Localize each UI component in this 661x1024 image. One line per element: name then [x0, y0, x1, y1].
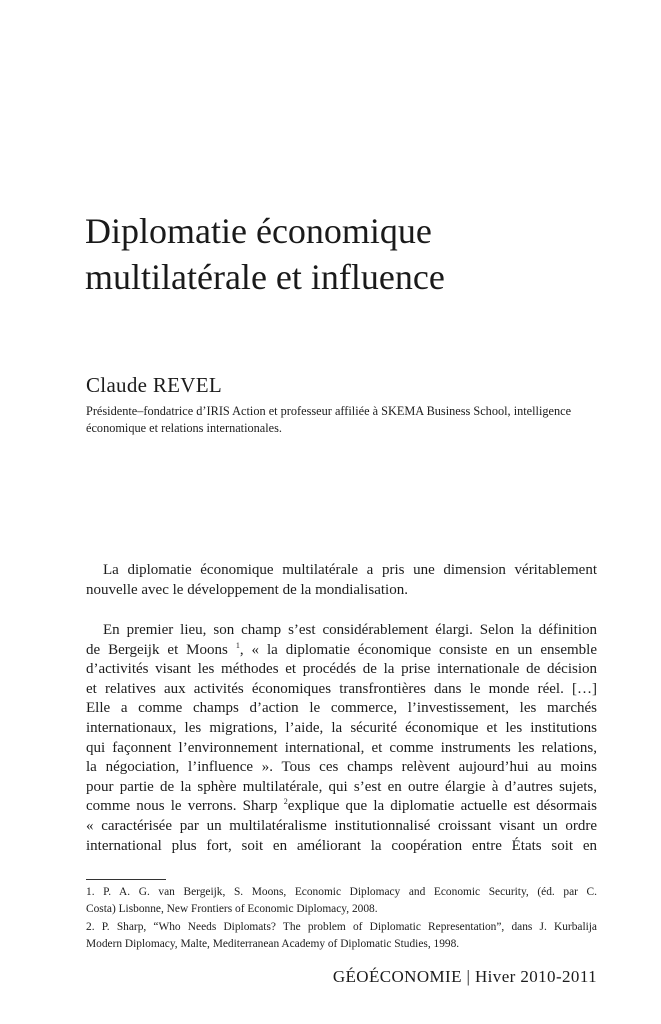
- footnote-2: [86, 919, 597, 952]
- text-line: « caractérisée par un multilatéralisme institutionnalisé croissant visant un ordre: [86, 817, 597, 834]
- footnote-line: Costa) Lisbonne, New Frontiers of Economic Diplomacy, 2008.: [86, 902, 378, 915]
- article-title-line: multilatérale et influence: [85, 257, 445, 297]
- footnote-line: Modern Diplomacy, Malte, Mediterranean Academy of Diplomatic Studies, 1998.: [86, 937, 460, 950]
- paragraph-2: [86, 621, 597, 856]
- text-line: [86, 641, 597, 661]
- article-title: [85, 208, 625, 300]
- text-line: et relatives aux activités économiques transfrontières dans le monde réel. […]: [86, 680, 597, 697]
- footnote-1: [86, 884, 597, 917]
- text-line: la négociation, l’influence ». Tous ces champs relèvent aujourd’hui au moins: [86, 759, 597, 776]
- author-name: Claude REVEL: [86, 373, 222, 397]
- text-line: international plus fort, soit en améliorant la coopération entre États soit en: [86, 837, 597, 854]
- paragraph-1: [86, 561, 597, 600]
- running-footer: GÉOÉCONOMIE | Hiver 2010-2011: [332, 967, 597, 986]
- footnote-divider: [86, 879, 166, 880]
- footnote-line: 1. P. A. G. van Bergeijk, S. Moons, Economic Diplomacy and Economic Security, (éd. par C.: [86, 886, 597, 898]
- text-fragment: explique que la diplomatie actuelle est désormais: [287, 798, 597, 815]
- author-affiliation: [86, 403, 606, 437]
- footnote-line: 2. P. Sharp, “Who Needs Diplomats? The problem of Diplomatic Representation”, dans J. Kurbalija: [86, 921, 597, 933]
- footnote-ref-2[interactable]: 2: [283, 797, 288, 807]
- text-line: d’activités visant les méthodes et procédés de la prise internationale de décision: [86, 661, 597, 678]
- text-fragment: comme nous le verrons. Sharp: [86, 798, 278, 815]
- text-line: nouvelle avec le développement de la mondialisation.: [86, 581, 408, 598]
- text-line: qui façonnent l’environnement international, et comme instruments les relations,: [86, 739, 597, 756]
- affiliation-line: économique et relations internationales.: [86, 421, 282, 435]
- text-line: En premier lieu, son champ s’est considérablement élargi. Selon la définition: [103, 622, 597, 638]
- footnote-ref-1[interactable]: 1: [235, 640, 240, 650]
- text-line: [86, 797, 597, 817]
- text-line: La diplomatie économique multilatérale a pris une dimension véritablement: [103, 562, 597, 578]
- text-line: Elle a comme champs d’action le commerce, l’investissement, les marchés: [86, 700, 597, 717]
- affiliation-line: Présidente–fondatrice d’IRIS Action et professeur affiliée à SKEMA Business School, intelligence: [86, 404, 572, 418]
- text-line: pour partie de la sphère multilatérale, qui s’est en outre élargie à d’autres sujets,: [86, 778, 597, 795]
- text-fragment: de Bergeijk et Moons: [86, 641, 228, 658]
- text-line: internationaux, les migrations, l’aide, la sécurité économique et les institutions: [86, 719, 597, 736]
- text-fragment: , « la diplomatie économique consiste en un ensemble: [239, 641, 597, 658]
- article-title-line: Diplomatie économique: [85, 211, 432, 251]
